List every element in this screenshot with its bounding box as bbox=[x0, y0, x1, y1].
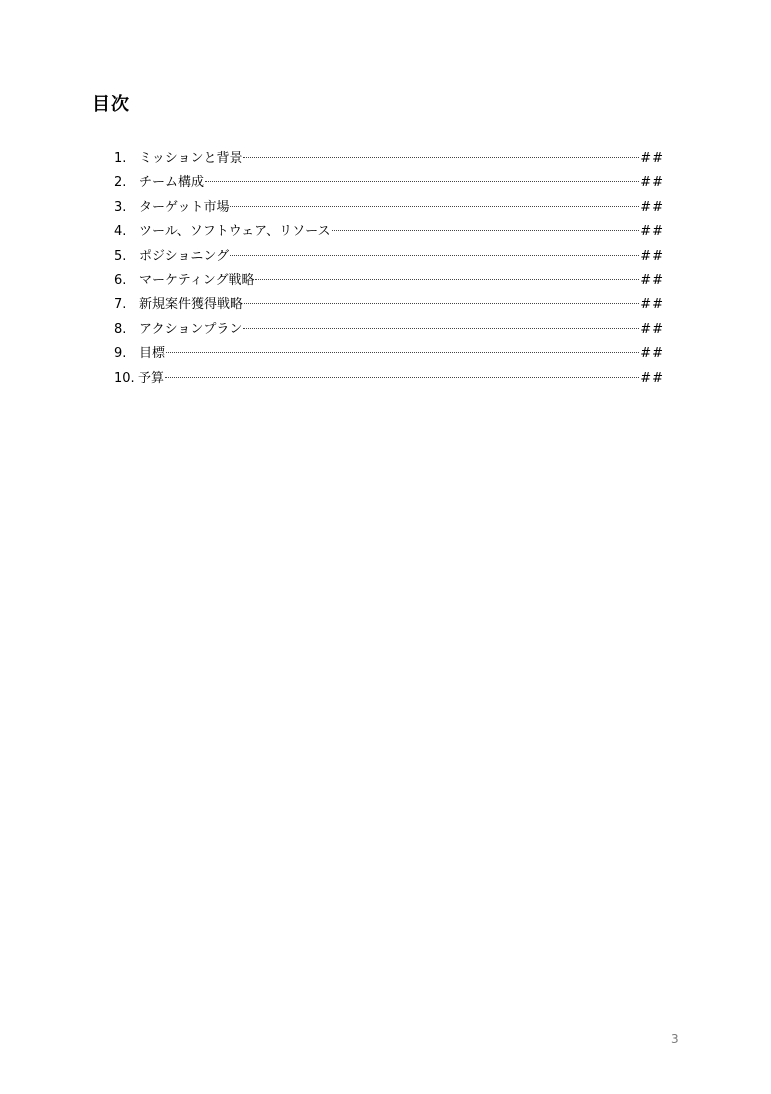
toc-entry-title: 新規案件獲得戦略 bbox=[139, 297, 244, 313]
toc-entry-page: ## bbox=[640, 297, 664, 313]
toc-entry-page: ## bbox=[640, 370, 664, 386]
toc-entry-title: アクションプラン bbox=[139, 321, 243, 337]
toc-dot-leader bbox=[205, 181, 639, 182]
toc-entry[interactable] bbox=[114, 220, 664, 244]
toc-dot-leader bbox=[166, 352, 639, 353]
toc-entry-number: 5. bbox=[114, 248, 127, 264]
toc-dot-leader bbox=[243, 328, 639, 329]
toc-entry-title: 目標 bbox=[139, 346, 166, 362]
toc-entry-page: ## bbox=[640, 151, 664, 166]
toc-entry-number: 1. bbox=[114, 151, 127, 166]
toc-dot-leader bbox=[243, 157, 639, 158]
toc-entry-title: ツール、ソフトウェア、リソース bbox=[139, 224, 331, 240]
toc-entry-number: 4. bbox=[114, 224, 127, 240]
toc-dot-leader bbox=[332, 230, 640, 231]
toc-heading: 目次 bbox=[92, 94, 130, 115]
toc-entry[interactable] bbox=[114, 367, 664, 391]
toc-entry[interactable] bbox=[114, 245, 664, 269]
toc-entry[interactable] bbox=[114, 147, 664, 171]
toc-entry-page: ## bbox=[640, 272, 664, 288]
toc-entry-title: ターゲット市場 bbox=[139, 199, 230, 215]
toc-entry-number: 8. bbox=[114, 321, 127, 337]
toc-entry-title: ミッションと背景 bbox=[139, 151, 243, 166]
toc-dot-leader bbox=[165, 377, 639, 378]
toc-dot-leader bbox=[255, 279, 639, 280]
page-number: 3 bbox=[671, 1032, 679, 1046]
toc-entry[interactable] bbox=[114, 269, 664, 293]
toc-entry-title: チーム構成 bbox=[139, 175, 205, 191]
toc-entry-page: ## bbox=[640, 346, 664, 362]
toc-entry-page: ## bbox=[640, 224, 664, 240]
toc-entry-number: 2. bbox=[114, 175, 127, 191]
toc-entry-number: 3. bbox=[114, 199, 127, 215]
toc-entry-title: 予算 bbox=[138, 370, 165, 386]
toc-entry-number: 6. bbox=[114, 272, 127, 288]
toc-list bbox=[114, 147, 664, 391]
toc-dot-leader bbox=[244, 303, 639, 304]
toc-dot-leader bbox=[230, 255, 639, 256]
toc-entry-title: マーケティング戦略 bbox=[139, 272, 255, 288]
toc-entry-page: ## bbox=[640, 175, 664, 191]
toc-entry[interactable] bbox=[114, 293, 664, 317]
toc-entry-number: 10. bbox=[114, 370, 135, 386]
toc-entry-page: ## bbox=[640, 199, 664, 215]
toc-dot-leader bbox=[230, 206, 639, 207]
toc-entry-number: 9. bbox=[114, 346, 127, 362]
toc-entry-title: ポジショニング bbox=[139, 248, 230, 264]
toc-entry[interactable] bbox=[114, 342, 664, 366]
toc-entry[interactable] bbox=[114, 196, 664, 220]
toc-entry-number: 7. bbox=[114, 297, 127, 313]
toc-entry[interactable] bbox=[114, 171, 664, 195]
toc-entry-page: ## bbox=[640, 321, 664, 337]
toc-entry[interactable] bbox=[114, 318, 664, 342]
toc-entry-page: ## bbox=[640, 248, 664, 264]
